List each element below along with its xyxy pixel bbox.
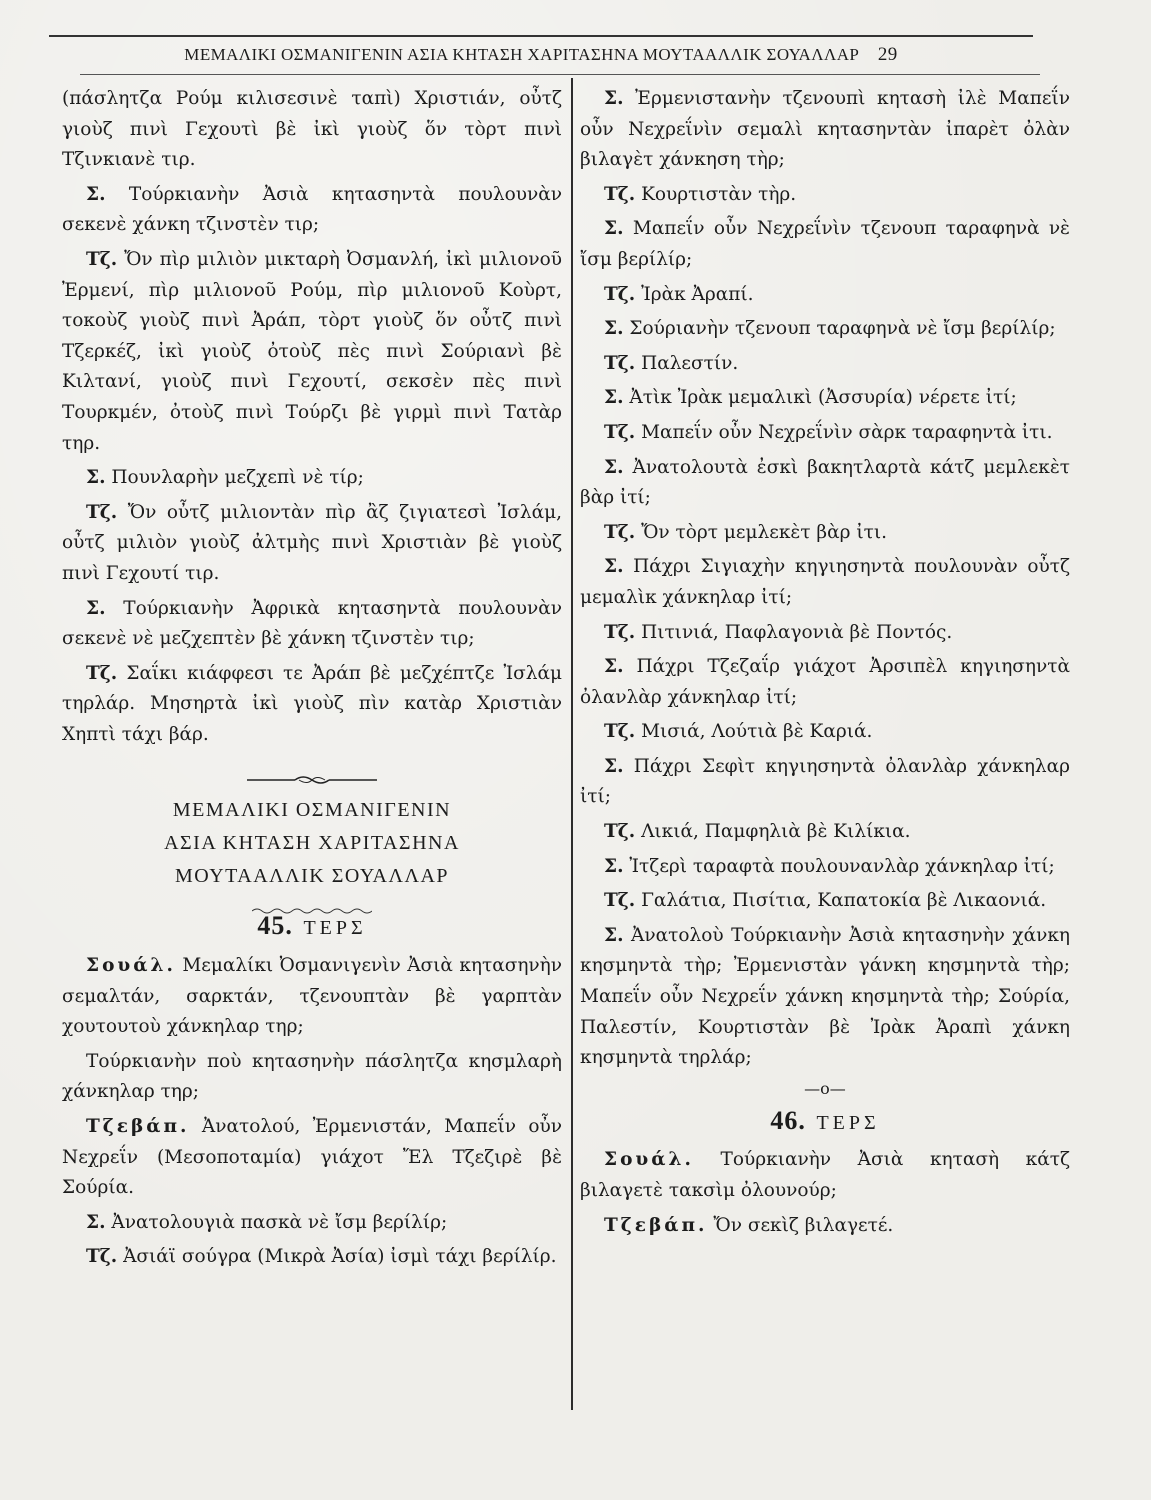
paragraph: Σ. Πουνλαρὴν μεζχεπὶ νὲ τίρ;	[86, 467, 364, 489]
right-column	[580, 84, 1070, 1241]
paragraph: Σ. Σούριανὴν τζενουπ ταραφηνὰ νὲ ἴσμ βερίλίρ;	[604, 318, 1056, 340]
top-rule	[49, 35, 1033, 37]
paragraph: (πάσλητζα Ρούμ κιλισεσινὲ ταπὶ) Χριστιάν, οὖτζ γιοὺζ πινὶ Γεχουτὶ βὲ ἰκὶ γιοὺζ ὅν τὸρτ πινὶ Τζινκιανὲ τιρ.	[62, 88, 562, 171]
paragraph: Τζ. Πιτινιά, Παφλαγονιὰ βὲ Ποντός.	[604, 621, 953, 643]
paragraph: Τζ. Κουρτιστὰν τὴρ.	[604, 183, 797, 205]
paragraph: Σ. Τούρκιανὴν Ἀφρικὰ κητασηντὰ πουλουνὰν σεκενὲ νὲ μεζχεπτὲν βὲ χάνκη τζινστὲν τιρ;	[62, 597, 562, 650]
paragraph: Σ. Τούρκιανὴν Ἀσιὰ κητασηντὰ πουλουνὰν σεκενὲ χάνκη τζινστὲν τιρ;	[62, 183, 562, 236]
paragraph: Σ. Πάχρι Σεφὶτ κηγιησηντὰ ὀλανλὰρ χάνκηλαρ ἰτί;	[580, 755, 1070, 808]
lesson-heading	[580, 1106, 1070, 1140]
paragraph: Τζ. Μισιά, Λούτιὰ βὲ Καριά.	[604, 721, 873, 743]
paragraph: Σ. Πάχρι Τζεζαΐρ γιάχοτ Ἀρσιπὲλ κηγιησηντὰ ὀλανλὰρ χάνκηλαρ ἰτί;	[580, 656, 1070, 708]
paragraph: Τζ. Παλεστίν.	[604, 352, 739, 374]
paragraph: Σ. Ἀνατολουγιὰ πασκὰ νὲ ἴσμ βερίλίρ;	[86, 1211, 448, 1233]
lesson-word: ΤΕΡΣ	[816, 1111, 880, 1134]
paragraph: Σ. Ἀνατολοὺ Τούρκιανὴν Ἀσιὰ κητασηνὴν χάνκη κησμηντὰ τὴρ; Ἐρμενιστὰν γάνκη κησμηντὰ τὴρ; Μαπεΐν οὖν Νεχρεΐν χάνκη κησμηντὰ τὴρ; Σούρία, Παλεστίν, Κουρτιστὰν βὲ Ἰρὰκ Ἀραπὶ χάνκη κησμηντὰ τηρλάρ;	[580, 924, 1070, 1069]
paragraph: Τζεβάπ. Ὄν σεκὶζ βιλαγετέ.	[604, 1214, 894, 1236]
small-separator: —o—	[804, 1078, 846, 1098]
paragraph: Τζ. Σαΐκι κιάφφεσι τε Ἀράπ βὲ μεζχέπτζε Ἰσλάμ τηρλάρ. Μησηρτὰ ἰκὶ γιοὺζ πὶν κατὰρ Χριστιὰν Χηπτὶ τάχι βάρ.	[62, 662, 562, 745]
paragraph: Σ. Ἀνατολουτὰ ἐσκὶ βακητλαρτὰ κάτζ μεμλεκὲτ βὰρ ἰτί;	[580, 456, 1070, 509]
paragraph: Τζ. Μαπεΐν οὖν Νεχρεΐνὶν σὰρκ ταραφηντὰ ἰτι.	[604, 421, 1053, 443]
lesson-word: ΤΕΡΣ	[303, 917, 367, 940]
lesson-heading	[62, 911, 562, 945]
paragraph: Τζ. Ὄν πὶρ μιλιὸν μικταρὴ Ὀσμανλή, ἰκὶ μιλιονοῦ Ἐρμενί, πὶρ μιλιονοῦ Ρούμ, πὶρ μιλιονοῦ Κοὺρτ, τοκοὺζ γιοὺζ πινὶ Ἀράπ, τὸρτ γιοὺζ ὅν οὖτζ πινὶ Τζερκέζ, ἰκὶ γιοὺζ ὀτοὺζ πὲς πινὶ Σούριανὶ βὲ Κιλτανί, γιοὺζ πινὶ Γεχουτί, σεκσὲν πὲς πινὶ Τουρκμέν, ὀτοὺζ πινὶ Τούρζι βὲ γιρμὶ πινὶ Τατὰρ τηρ.	[62, 248, 562, 454]
paragraph: Τζ. Ὄν τὸρτ μεμλεκὲτ βὰρ ἰτι.	[604, 521, 888, 543]
paragraph: Τζ. Ὄν οὖτζ μιλιοντὰν πὶρ ἂζ ζιγιατεσὶ Ἰσλάμ, οὖτζ μιλιὸν γιοὺζ ἀλτμὴς πινὶ Χριστιὰν βὲ γιοὺζ πινὶ Γεχουτί τιρ.	[62, 501, 562, 584]
paragraph: Τζ. Γαλάτια, Πισίτια, Καπατοκία βὲ Λικαονιά.	[604, 890, 1047, 912]
paragraph: Τούρκιανὴν ποὺ κητασηνὴν πάσλητζα κησμλαρὴ χάνκηλαρ τηρ;	[62, 1050, 562, 1103]
page-number: 29	[877, 44, 898, 65]
paragraph: Σ. Ἰτζερὶ ταραφτὰ πουλουνανλὰρ χάνκηλαρ ἰτί;	[604, 855, 1055, 877]
column-divider	[571, 78, 573, 1410]
paragraph: Τζ. Λικιά, Παμφηλιὰ βὲ Κιλίκια.	[604, 821, 911, 843]
section-title: ΜΕΜΑΛΙΚΙ ΟΣΜΑΝΙΓΕΝΙΝ ΑΣΙΑ ΚΗΤΑΣΗ ΧΑΡΙΤΑΣΗΝΑ ΜΟΥΤΑΑΛΛΙΚ ΣΟΥΑΛΛΑΡ	[164, 799, 460, 888]
wavy-rule	[62, 895, 562, 905]
paragraph: Σ. Ἐρμενιστανὴν τζενουπὶ κητασὴ ἰλὲ Μαπεΐν οὖν Νεχρεΐνὶν σεμαλὶ κητασηντὰν ἰπαρὲτ ὀλὰν βιλαγὲτ χάνκηση τὴρ;	[580, 88, 1070, 171]
paragraph: Τζ. Ἰρὰκ Ἀραπί.	[604, 283, 754, 305]
paragraph: Σ. Μαπεΐν οὖν Νεχρεΐνὶν τζενουπ ταραφηνὰ νὲ ἴσμ βερίλίρ;	[580, 218, 1070, 270]
paragraph: Σουάλ. Μεμαλίκι Ὀσμανιγενὶν Ἀσιὰ κητασηνὴν σεμαλτάν, σαρκτάν, τζενουπτὰν βὲ γαρπτὰν χουτουτοὺ χάνκηλαρ τηρ;	[62, 955, 562, 1038]
header-title: ΜΕΜΑΛΙΚΙ ΟΣΜΑΝΙΓΕΝΙΝ ΑΣΙΑ ΚΗΤΑΣΗ ΧΑΡΙΤΑΣΗΝΑ ΜΟΥΤΑΑΛΛΙΚ ΣΟΥΑΛΛΑΡ	[184, 45, 860, 64]
running-header	[49, 38, 1033, 72]
paragraph: Σ. Ἀτὶκ Ἰρὰκ μεμαλικὶ (Ἀσσυρία) νέρετε ἰτί;	[604, 387, 1017, 409]
lesson-number: 46.	[770, 1105, 806, 1135]
paragraph: Τζεβάπ. Ἀνατολού, Ἐρμενιστάν, Μαπεΐν οὖν Νεχρεΐν (Μεσοποταμία) γιάχοτ Ἔλ Τζεζιρὲ βὲ Σούρία.	[62, 1116, 562, 1199]
lesson-number: 45.	[257, 911, 293, 941]
header-rule	[80, 74, 1040, 75]
paragraph: Τζ. Ἀσιάϊ σούγρα (Μικρὰ Ἀσία) ἰσμὶ τάχι βερίλίρ.	[86, 1246, 557, 1268]
ornament-divider	[62, 766, 562, 780]
left-column	[62, 84, 562, 1273]
paragraph: Σ. Πάχρι Σιγιαχὴν κηγιησηντὰ πουλουνὰν οὖτζ μεμαλὶκ χάνκηλαρ ἰτί;	[580, 556, 1070, 608]
paragraph: Σουάλ. Τούρκιανὴν Ἀσιὰ κητασὴ κάτζ βιλαγετὲ τακσὶμ ὀλουνούρ;	[580, 1149, 1070, 1201]
